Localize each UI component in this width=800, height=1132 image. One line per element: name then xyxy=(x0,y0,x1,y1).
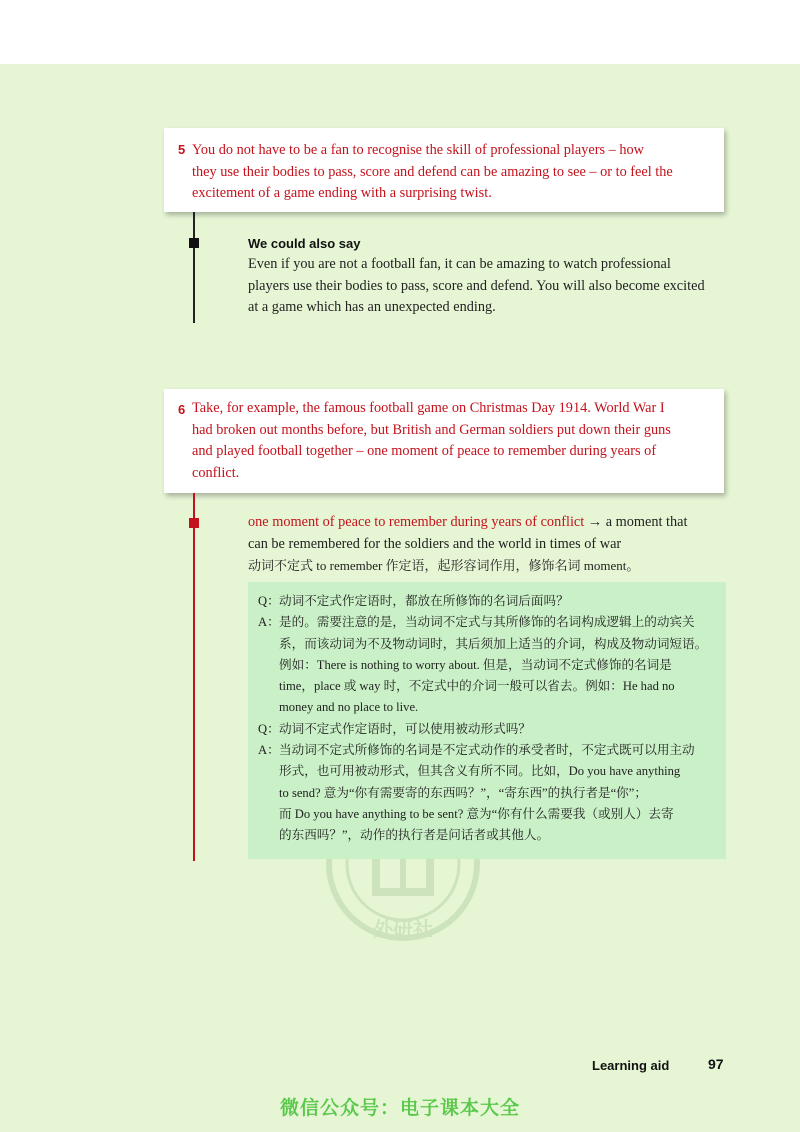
qa-label: A： xyxy=(258,615,280,630)
section-6-line: conflict. xyxy=(192,464,240,481)
qa-item xyxy=(258,612,716,718)
qa-item xyxy=(258,719,716,740)
qa-line: time，place 或 way 时，不定式中的介词一般可以省去。例如：He had no xyxy=(279,679,675,694)
qa-box xyxy=(248,582,726,859)
qa-label: A： xyxy=(258,743,280,758)
qa-line: 当动词不定式所修饰的名词是不定式动作的承受者时，不定式既可以用主动 xyxy=(279,743,695,758)
qa-line: 动词不定式作定语时，都放在所修饰的名词后面吗？ xyxy=(279,594,569,608)
qa-line: 是的。需要注意的是，当动词不定式与其所修饰的名词构成逻辑上的动宾关 xyxy=(279,615,695,630)
qa-line: 的东西吗？”，动作的执行者是问话者或其他人。 xyxy=(279,828,550,843)
section-6-card xyxy=(164,389,724,493)
qa-label: Q： xyxy=(258,721,280,736)
wechat-banner: 微信公众号：电子课本大全 xyxy=(279,1097,520,1119)
qa-line: money and no place to live. xyxy=(279,700,419,715)
section-5-number: 5 xyxy=(178,142,186,157)
qa-label: Q： xyxy=(258,594,280,608)
qa-line: 例如：There is nothing to worry about. 但是，当动词不定式修饰的名词是 xyxy=(279,657,672,672)
note-line: players use their bodies to pass, score and defend. You will also become excited xyxy=(248,277,705,294)
note-line: can be remembered for the soldiers and the world in times of war xyxy=(248,535,622,552)
section-6-line: and played football together – one moment of peace to remember during years of xyxy=(192,443,657,459)
section-6-line: Take, for example, the famous football game on Christmas Day 1914. World War I xyxy=(192,400,665,416)
qa-line: 系，而该动词为不及物动词时，其后须加上适当的介词，构成及物动词短语。 xyxy=(279,636,708,651)
qa-item xyxy=(258,591,716,612)
section-5-line: they use their bodies to pass, score and defend can be amazing to see – or to feel the xyxy=(192,163,673,180)
section-6-marker-square xyxy=(189,518,199,528)
section-6-rule xyxy=(193,493,195,861)
page-number: 97 xyxy=(708,1056,724,1072)
note-title: We could also say xyxy=(248,236,361,251)
note-line: Even if you are not a football fan, it can be amazing to watch professional xyxy=(248,256,671,272)
qa-line: 而 Do you have anything to be sent? 意为“你有什么需要我（或别人）去寄 xyxy=(279,806,674,821)
section-6-line: had broken out months before, but British and German soldiers put down their guns xyxy=(192,421,671,438)
qa-line: 形式，也可用被动形式，但其含义有所不同。比如，Do you have anything xyxy=(279,764,681,779)
section-5-marker-square xyxy=(189,238,199,248)
qa-line: 动词不定式作定语时，可以使用被动形式吗？ xyxy=(279,721,531,736)
section-5-note xyxy=(248,234,728,319)
highlighted-phrase: one moment of peace to remember during years of conflict xyxy=(248,514,585,530)
note-line-chinese: 动词不定式 to remember 作定语，起形容词作用，修饰名词 moment。 xyxy=(248,558,640,573)
section-5-rule xyxy=(193,212,195,323)
qa-item xyxy=(258,740,716,846)
note-line: at a game which has an unexpected ending. xyxy=(248,299,496,315)
section-5-line: excitement of a game ending with a surprising twist. xyxy=(192,185,492,201)
arrow-explanation: → a moment that xyxy=(587,514,688,530)
note-phrase-line xyxy=(248,512,728,534)
section-5-card xyxy=(164,128,724,212)
section-6-number: 6 xyxy=(178,402,186,417)
watermark-text: 外研社 xyxy=(373,917,433,941)
footer-section-label: Learning aid xyxy=(592,1058,670,1073)
section-5-line: You do not have to be a fan to recognise the skill of professional players – how xyxy=(192,142,644,158)
section-6-note xyxy=(248,512,728,577)
qa-line: to send? 意为“你有需要寄的东西吗？”，“寄东西”的执行者是“你”； xyxy=(279,785,647,800)
